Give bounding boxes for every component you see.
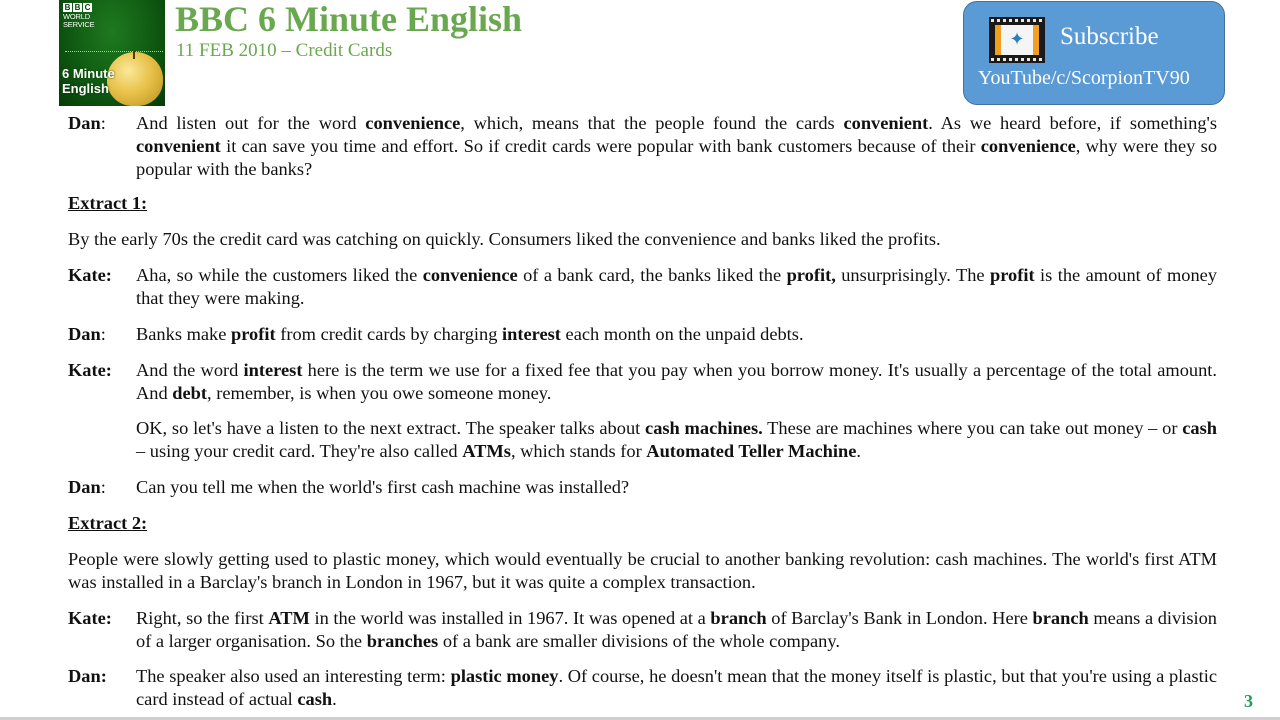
text-segment: People were slowly getting used to plastic money, which would eventually be crucial to another banking revolution: cash machines. The world's first ATM was installed in a Barclay's branch in London in 1967, but it was quite a complex transaction. <box>68 549 1217 592</box>
extract-text <box>68 548 1217 594</box>
vocabulary-term: convenience <box>365 113 461 133</box>
speaker-colon: : <box>100 113 106 133</box>
text-segment: Can you tell me when the world's first cash machine was installed? <box>136 477 630 497</box>
speaker-colon: : <box>100 477 106 497</box>
bbc-letter: C <box>84 3 91 12</box>
dialogue-text <box>136 359 1217 405</box>
dialogue-text <box>136 665 1217 711</box>
world-service-label <box>63 13 94 29</box>
speaker-label <box>68 359 112 382</box>
text-segment: , why were they so popular with the banks? <box>136 136 1218 179</box>
text-segment: . Of course, he doesn't mean that the money itself is plastic, but that you're using a plastic card instead of actual <box>136 666 1217 709</box>
logo-title-line2: English <box>62 81 109 96</box>
text-segment: in the world was installed in 1967. It was opened at a <box>309 608 711 628</box>
text-segment: – using your credit card. They're also called <box>136 441 463 461</box>
logo-title-line1: 6 Minute <box>62 66 115 81</box>
page-title: BBC 6 Minute English <box>175 0 523 39</box>
speaker-colon: : <box>105 360 112 380</box>
vocabulary-term: branches <box>366 631 439 651</box>
speaker-name: Dan <box>68 324 101 344</box>
extract-heading: Extract 2: <box>68 513 148 533</box>
text-segment: And the word <box>136 360 244 380</box>
vocabulary-term: cash <box>297 689 333 709</box>
scorpion-icon: ✦ <box>1009 29 1025 50</box>
vocabulary-term: Automated Teller Machine <box>646 441 857 461</box>
speaker-label <box>68 476 106 499</box>
dialogue-text <box>136 264 1217 310</box>
dialogue-text <box>136 607 1217 653</box>
vocabulary-term: interest <box>243 360 303 380</box>
text-segment: of a bank card, the banks liked the <box>517 265 787 285</box>
text-segment: . <box>856 441 862 461</box>
text-segment: each month on the unpaid debts. <box>560 324 804 344</box>
vocabulary-term: convenient <box>136 136 221 156</box>
text-segment: is the amount of money that they were making. <box>136 265 1218 308</box>
subscribe-banner[interactable] <box>963 1 1225 105</box>
text-segment: The speaker also used an interesting term: <box>136 666 451 686</box>
vocabulary-term: profit <box>231 324 276 344</box>
vocabulary-term: cash <box>1182 418 1217 438</box>
page-number: 3 <box>1244 691 1253 711</box>
text-segment: By the early 70s the credit card was catching on quickly. Consumers liked the convenience and banks liked the profits. <box>68 229 941 249</box>
speaker-name: Kate <box>68 608 106 628</box>
text-segment: These are machines where you can take out money – or <box>762 418 1183 438</box>
text-segment: . As we heard before, if something's <box>928 113 1218 133</box>
world-service-line1: WORLD <box>63 12 90 21</box>
vocabulary-term: convenience <box>980 136 1076 156</box>
scorpion-film-icon <box>989 17 1045 63</box>
dialogue-text <box>136 112 1217 181</box>
speaker-colon: : <box>105 608 112 628</box>
world-service-line2: SERVICE <box>63 20 95 29</box>
vocabulary-term: profit, <box>786 265 836 285</box>
speaker-colon: : <box>100 666 107 686</box>
vocabulary-term: plastic money <box>450 666 559 686</box>
speaker-name: Kate <box>68 360 106 380</box>
speaker-label <box>68 264 112 287</box>
text-segment: Right, so the first <box>136 608 269 628</box>
text-segment: from credit cards by charging <box>275 324 503 344</box>
text-segment: . <box>332 689 337 709</box>
text-segment: , which stands for <box>510 441 647 461</box>
vocabulary-term: interest <box>502 324 561 344</box>
text-segment: And listen out for the word <box>136 113 366 133</box>
bbc-wordmark <box>63 3 92 12</box>
text-segment: , remember, is when you owe someone money. <box>207 383 552 403</box>
speaker-colon: : <box>105 265 112 285</box>
speaker-label <box>68 112 106 135</box>
speaker-colon: : <box>100 324 106 344</box>
channel-link[interactable]: YouTube/c/ScorpionTV90 <box>978 67 1190 89</box>
vocabulary-term: cash machines. <box>645 418 763 438</box>
vocabulary-term: convenience <box>422 265 518 285</box>
speaker-name: Dan <box>68 477 101 497</box>
dotted-divider <box>65 51 163 53</box>
text-segment: means a division of a larger organisation. So the <box>136 608 1217 651</box>
bbc-6-minute-english-logo <box>59 0 165 106</box>
apple-icon <box>107 52 163 106</box>
speaker-label <box>68 665 107 688</box>
vocabulary-term: ATM <box>268 608 310 628</box>
speaker-label <box>68 607 112 630</box>
logo-title <box>62 66 115 96</box>
speaker-name: Kate <box>68 265 106 285</box>
episode-subtitle: 11 FEB 2010 – Credit Cards <box>176 40 393 61</box>
subscribe-label: Subscribe <box>1060 23 1159 50</box>
dialogue-text <box>136 476 1217 499</box>
text-segment: it can save you time and effort. So if credit cards were popular with bank customers because of their <box>220 136 981 156</box>
text-segment: here is the term we use for a fixed fee that you pay when you borrow money. It's usually a percentage of the total amount. And <box>136 360 1217 403</box>
speaker-label <box>68 323 106 346</box>
vocabulary-term: profit <box>990 265 1035 285</box>
dialogue-text <box>136 417 1217 463</box>
text-segment: of a bank are smaller divisions of the whole company. <box>438 631 840 651</box>
extract-text <box>68 228 1217 251</box>
text-segment: OK, so let's have a listen to the next extract. The speaker talks about <box>136 418 646 438</box>
speaker-name: Dan <box>68 666 101 686</box>
vocabulary-term: branch <box>1032 608 1089 628</box>
bbc-letter: B <box>74 3 81 12</box>
bbc-letter: B <box>64 3 71 12</box>
text-segment: of Barclay's Bank in London. Here <box>766 608 1033 628</box>
speaker-name: Dan <box>68 113 101 133</box>
dialogue-text <box>136 323 1217 346</box>
apple-stem-icon <box>133 51 135 59</box>
extract-heading: Extract 1: <box>68 193 148 213</box>
vocabulary-term: branch <box>710 608 767 628</box>
vocabulary-term: debt <box>172 383 208 403</box>
vocabulary-term: convenient <box>843 113 929 133</box>
vocabulary-term: ATMs <box>462 441 511 461</box>
text-segment: unsurprisingly. The <box>835 265 990 285</box>
text-segment: , which, means that the people found the cards <box>460 113 844 133</box>
text-segment: Aha, so while the customers liked the <box>136 265 423 285</box>
text-segment: Banks make <box>136 324 231 344</box>
